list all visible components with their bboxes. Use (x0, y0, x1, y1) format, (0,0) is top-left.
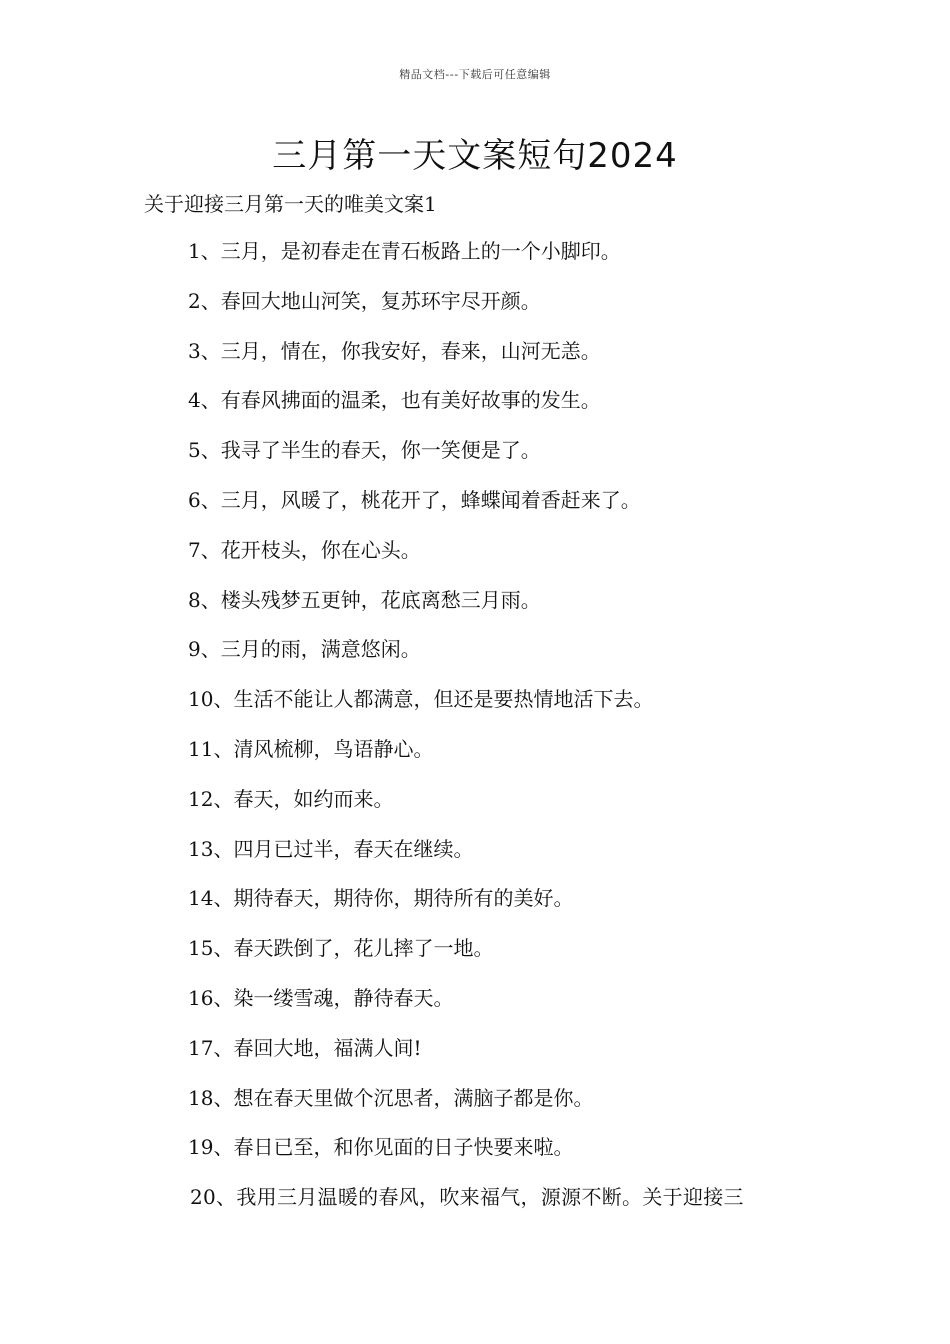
list-item: 20、我用三月温暖的春风，吹来福气，源源不断。关于迎接三 (190, 1185, 744, 1210)
section-heading: 关于迎接三月第一天的唯美文案1 (144, 192, 437, 216)
list-item: 18、想在春天里做个沉思者，满脑子都是你。 (188, 1085, 594, 1110)
list-item: 3、三月，情在，你我安好，春来，山河无恙。 (188, 338, 601, 363)
list-item: 19、春日已至，和你见面的日子快要来啦。 (188, 1135, 574, 1160)
list-item: 17、春回大地，福满人间! (188, 1035, 422, 1060)
list-item: 1、三月，是初春走在青石板路上的一个小脚印。 (188, 239, 621, 263)
list-item: 8、楼头残梦五更钟，花底离愁三月雨。 (188, 587, 541, 612)
list-item: 11、清风梳柳，鸟语静心。 (188, 736, 434, 761)
list-item: 9、三月的雨，满意悠闲。 (188, 637, 421, 662)
list-item: 6、三月，风暖了，桃花开了，蜂蝶闻着香赶来了。 (188, 487, 641, 512)
list-item: 2、春回大地山河笑，复苏环宇尽开颜。 (188, 288, 541, 313)
list-item: 13、四月已过半，春天在继续。 (188, 836, 474, 861)
document-title: 三月第一天文案短句2024 (272, 136, 678, 176)
list-item: 16、染一缕雪魂，静待春天。 (188, 985, 454, 1010)
list-item: 4、有春风拂面的温柔，也有美好故事的发生。 (188, 388, 601, 413)
sentence-list (188, 235, 828, 1231)
list-item: 7、花开枝头，你在心头。 (188, 537, 421, 562)
list-item: 5、我寻了半生的春天，你一笑便是了。 (188, 438, 541, 463)
list-item: 12、春天，如约而来。 (188, 786, 394, 811)
header-note: 精品文档---下载后可任意编辑 (399, 68, 551, 81)
list-item: 15、春天跌倒了，花儿摔了一地。 (188, 936, 494, 961)
list-item: 10、生活不能让人都满意，但还是要热情地活下去。 (188, 687, 654, 712)
list-item: 14、期待春天，期待你，期待所有的美好。 (188, 886, 574, 911)
